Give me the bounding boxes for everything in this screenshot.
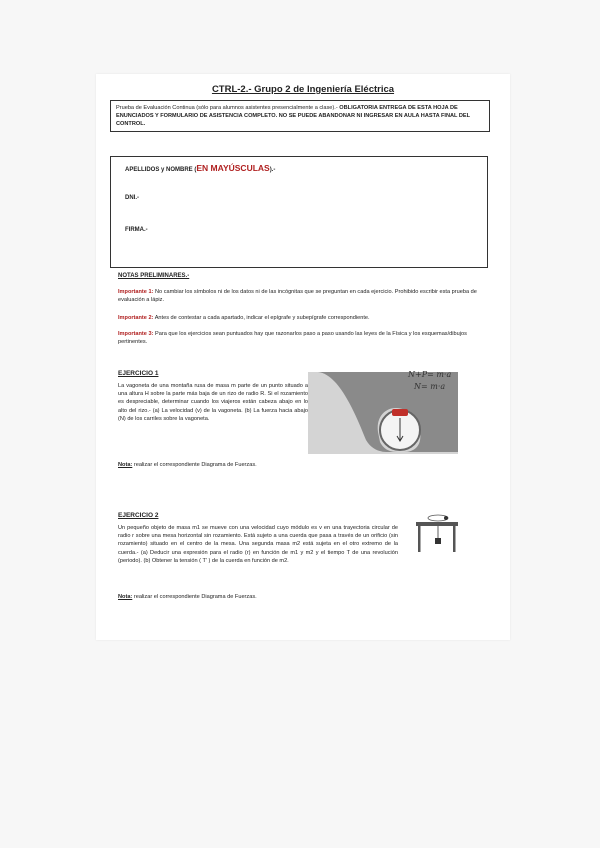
ex1-text: La vagoneta de una montaña rusa de masa m parte de un punto situado a una altura H sobre la parte más baja de un rizo de radio R. Si el rozamiento es despreciable, determinar cuando los viajeros están cabeza abajo en lo alto del rizo.- (a) La velocidad (v) de la vagoneta. (b) La fuerza hacia abajo (N) de los carriles sobre la vagoneta. <box>118 383 308 422</box>
ex1-nota-text: realizar el correspondiente Diagrama de Fuerzas. <box>133 462 257 468</box>
note-3-text: Para que los ejercicios sean puntuados hay que razonarlos paso a paso usando las leyes de la Física y los esquemas/dibujos pertinentes. <box>118 331 467 345</box>
note-3 <box>118 330 488 346</box>
ex2-title: EJERCICIO 2 <box>118 512 159 519</box>
note-2-label: Importante 2: <box>118 315 154 321</box>
intro-bold-text: OBLIGATORIA ENTREGA DE ESTA HOJA DE ENUNCIADOS Y FORMULARIO DE ASISTENCIA COMPLETO. NO SE PUEDE ABANDONAR NI INGRESAR EN AULA HASTA FINAL DEL CONTROL. <box>116 105 470 127</box>
note-2 <box>118 314 488 322</box>
note-2-text: Antes de contestar a cada apartado, indicar el epígrafe y subepígrafe correspondiente. <box>154 315 370 321</box>
ex1-nota-label: Nota: <box>118 462 133 468</box>
ex2-text: Un pequeño objeto de masa m1 se mueve con una velocidad cuyo módulo es v en una trayectoria circular de radio r sobre una mesa horizontal sin rozamiento. Está sujeto a una cuerda que pasa a través de un orificio (sin rozamiento) situado en el centro de la mesa. Una segunda masa m2 está sujeta en el otro extremo de la cuerda.- (a) Deducir una expresión para el radio (r) en función de m1 y m2 y el tiempo T de una revolución (periodo). (b) Obtener la tensión ( T' ) de la cuerda en función de m2. <box>118 525 398 564</box>
student-id-box <box>110 156 488 268</box>
table-leg-left <box>418 526 421 552</box>
ex2-nota-text: realizar el correspondiente Diagrama de Fuerzas. <box>133 594 257 600</box>
firma-label: FIRMA.- <box>125 227 148 233</box>
ex2-nota-label: Nota: <box>118 594 133 600</box>
exam-sheet <box>96 74 510 640</box>
note-1-label: Importante 1: <box>118 289 154 295</box>
notes-title: NOTAS PRELIMINARES.- <box>118 273 190 279</box>
intro-text: Prueba de Evaluación Continua (sólo para alumnos asistentes presencialmente a clase).- <box>116 105 340 111</box>
mass-m1-shape <box>444 516 448 520</box>
table-top <box>416 522 458 526</box>
table-leg-right <box>453 526 456 552</box>
name-label-text: APELLIDOS y NOMBRE ( <box>125 167 197 173</box>
note-1-text: No cambiar los símbolos ni de los datos ni de las incógnitas que se preguntan en cada ejercicio. Prohibido escribir esta prueba de evaluación a lápiz. <box>118 289 477 303</box>
ex1-nota <box>118 462 257 468</box>
table-mass-figure <box>414 510 460 554</box>
intro-box <box>110 100 490 132</box>
ex1-title: EJERCICIO 1 <box>118 370 159 377</box>
handwritten-eq-2: N= m·a <box>414 382 446 391</box>
name-caps-text: EN MAYÚSCULAS <box>196 163 270 173</box>
name-label <box>125 163 275 173</box>
ex2-nota <box>118 594 257 600</box>
handwritten-eq-1: N+P= m·a <box>408 370 452 379</box>
note-1 <box>118 288 488 304</box>
name-label-end: ).- <box>269 167 276 173</box>
wagon-shape <box>392 409 408 416</box>
dni-label: DNI.- <box>125 195 139 201</box>
note-3-label: Importante 3: <box>118 331 154 337</box>
mass-m2-shape <box>435 538 441 544</box>
page-title: CTRL-2.- Grupo 2 de Ingeniería Eléctrica <box>211 84 395 95</box>
roller-coaster-figure <box>308 370 508 456</box>
